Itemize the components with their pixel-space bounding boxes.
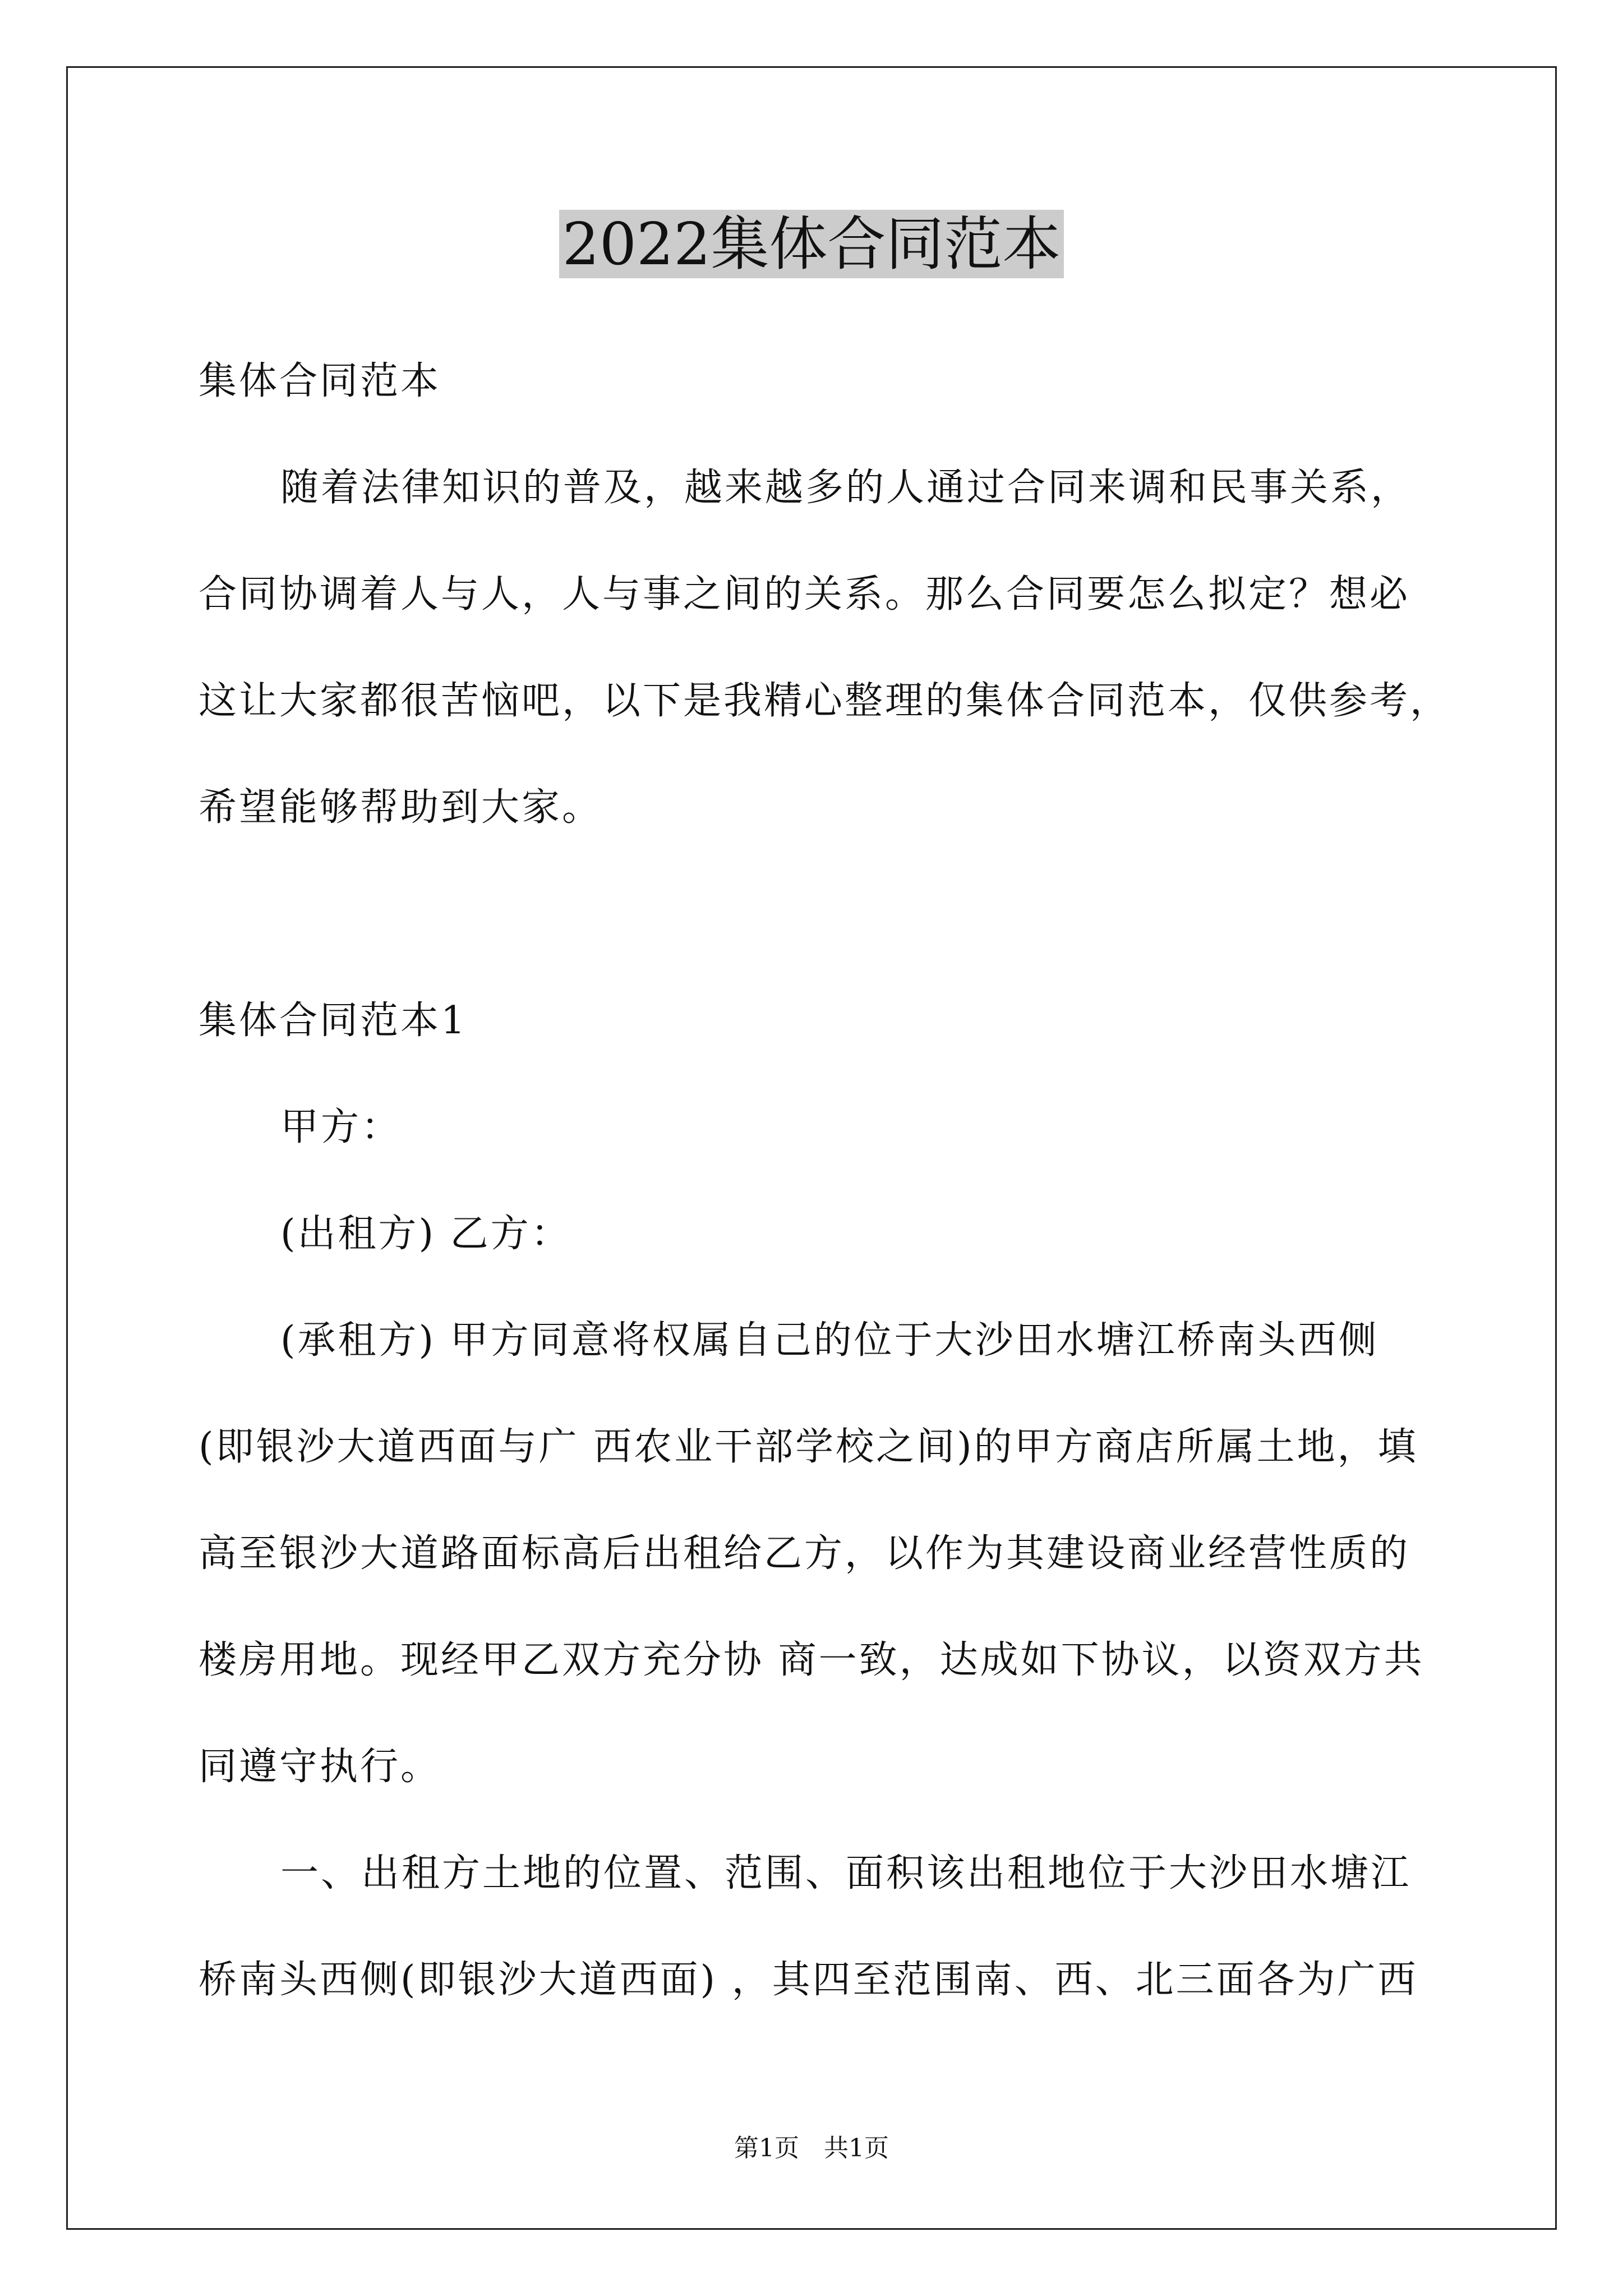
section-heading: 集体合同范本1 <box>199 999 468 1043</box>
agreement-line-5: 同遵守执行。 <box>199 1745 441 1789</box>
clause-1-line-1: 一、出租方土地的位置、范围、面积该出租地位于大沙田水塘江 <box>280 1851 1412 1895</box>
intro-line-1: 随着法律知识的普及，越来越多的人通过合同来调和民事关系， <box>280 466 1412 510</box>
page-footer: 第1页 共1页 <box>734 2134 889 2162</box>
document-heading: 集体合同范本 <box>199 359 441 403</box>
agreement-line-4: 楼房用地。现经甲乙双方充分协 商一致，达成如下协议，以资双方共 <box>199 1638 1424 1682</box>
party-a-label: 甲方： <box>280 1105 402 1149</box>
intro-line-3: 这让大家都很苦恼吧，以下是我精心整理的集体合同范本，仅供参考， <box>199 679 1451 723</box>
agreement-line-1: (承租方) 甲方同意将权属自己的位于大沙田水塘江桥南头西侧 <box>280 1318 1379 1363</box>
intro-line-4: 希望能够帮助到大家。 <box>199 785 603 830</box>
agreement-line-2: (即银沙大道西面与广 西农业干部学校之间)的甲方商店所属土地，填 <box>199 1425 1418 1469</box>
clause-1-line-2: 桥南头西侧(即银沙大道西面) ，其四至范围南、西、北三面各为广西 <box>199 1958 1418 2002</box>
party-b-label: (出租方) 乙方： <box>280 1212 571 1256</box>
agreement-line-3: 高至银沙大道路面标高后出租给乙方，以作为其建设商业经营性质的 <box>199 1531 1410 1576</box>
document-title: 2022集体合同范本 <box>0 202 1623 286</box>
intro-line-2: 合同协调着人与人，人与事之间的关系。那么合同要怎么拟定？想必 <box>199 572 1410 616</box>
